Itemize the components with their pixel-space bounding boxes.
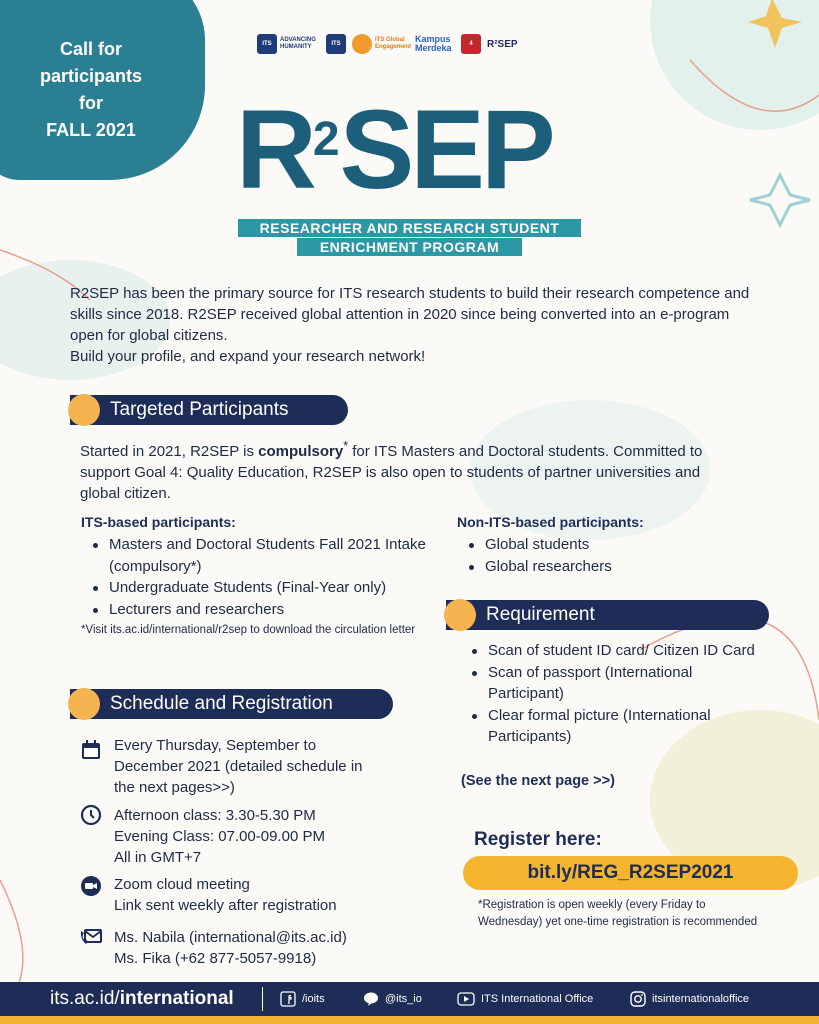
partner-logos (257, 30, 567, 58)
class-times (114, 805, 384, 868)
call-line-4: FALL 2021 (46, 120, 136, 140)
r2sep-small-logo: R²SEP (487, 38, 518, 50)
list-item: Scan of passport (International Participant) (460, 662, 760, 705)
instagram-icon (630, 991, 646, 1007)
non-its-based-heading: Non-ITS-based participants: (457, 514, 644, 530)
zoom-link-note: Link sent weekly after registration (114, 897, 337, 914)
see-next-page: (See the next page >>) (461, 773, 615, 789)
requirement-list (460, 640, 760, 748)
afternoon-class: Afternoon class: 3.30-5.30 PM (114, 807, 316, 824)
non-its-based-list (457, 534, 757, 577)
youtube-icon (457, 992, 475, 1006)
list-item: Masters and Doctoral Students Fall 2021 Intake (compulsory*) (81, 534, 431, 577)
call-line-2: participants (39, 66, 143, 86)
calendar-icon (80, 739, 102, 761)
heading-bullet-dot (68, 688, 100, 720)
registration-note: *Registration is open weekly (every Friday to Wednesday) yet one-time registration is recommended (478, 899, 758, 928)
footer-website[interactable]: its.ac.id/ international (50, 988, 234, 1009)
its-based-list (81, 534, 431, 620)
advancing-humanity-text: ADVANCING HUMANITY (280, 37, 316, 50)
program-banner-line-2: ENRICHMENT PROGRAM (297, 238, 522, 256)
call-line-1: Call for (59, 39, 122, 59)
footer-accent-strip (0, 1016, 819, 1024)
its-based-heading: ITS-based participants: (81, 514, 236, 530)
targeted-description: Started in 2021, R2SEP is compulsory* for ITS Masters and Doctoral students. Committed to support Goal 4: Quality Education, R2SEP is also open to students of partner universities and global citizen. (80, 439, 703, 502)
contact-info (114, 927, 394, 969)
list-item: Scan of student ID card/ Citizen ID Card (460, 640, 760, 662)
call-line-3: for (79, 93, 103, 113)
facebook-icon (280, 991, 296, 1007)
program-banner-line-1: RESEARCHER AND RESEARCH STUDENT (238, 219, 581, 237)
footer-instagram[interactable]: itsinternationaloffice (630, 982, 749, 1016)
call-for-participants-badge (0, 0, 205, 180)
zoom-meeting: Zoom cloud meeting (114, 876, 250, 893)
list-item: Clear formal picture (International Participants) (460, 705, 760, 748)
targeted-participants-heading: Targeted Participants (70, 395, 348, 425)
schedule-date: Every Thursday, September to December 2021 (detailed schedule in the next pages>>) (114, 737, 363, 796)
footer-youtube[interactable]: ITS International Office (457, 982, 593, 1016)
list-item: Global students (457, 534, 757, 556)
requirement-heading: Requirement (446, 600, 769, 630)
zoom-icon (80, 875, 102, 897)
r2sep-title: $R^2SEP$ (236, 87, 552, 212)
registration-link[interactable]: bit.ly/REG_R2SEP2021 (463, 856, 798, 890)
list-item: Lecturers and researchers (81, 599, 431, 621)
register-here-label: Register here: (474, 829, 602, 850)
sdg-logo: 4 (461, 34, 481, 54)
timezone: All in GMT+7 (114, 849, 202, 866)
evening-class: Evening Class: 07.00-09.00 PM (114, 828, 325, 845)
footer-line[interactable]: @its_io (363, 982, 422, 1016)
list-item: Undergraduate Students (Final-Year only) (81, 577, 431, 599)
kampus-merdeka-logo: Kampus Merdeka (415, 34, 452, 53)
clock-icon (80, 804, 102, 826)
line-chat-icon (363, 992, 379, 1006)
heading-bullet-dot (68, 394, 100, 426)
contact-fika: Ms. Fika (+62 877-5057-9918) (114, 950, 317, 967)
global-engagement-mark (352, 34, 372, 54)
its-logo-mark: ITS (257, 34, 277, 54)
list-item: Global researchers (457, 556, 757, 578)
footer-bar (0, 982, 819, 1016)
heading-bullet-dot (444, 599, 476, 631)
global-engagement-logo: ITS Global Engagement (352, 34, 409, 54)
intro-text: R2SEP has been the primary source for ITS research students to build their research competence and skills since 2018. R2SEP received global attention in 2020 since being converted into an e-program open for global citizens. (70, 285, 750, 344)
intro-paragraph (70, 283, 750, 367)
zoom-info (114, 874, 384, 916)
its-logo (257, 34, 320, 54)
its-logo-2: ITS (326, 34, 346, 54)
intro-tagline: Build your profile, and expand your research network! (70, 348, 426, 365)
schedule-registration-heading: Schedule and Registration (70, 689, 393, 719)
contact-nabila: Ms. Nabila (international@its.ac.id) (114, 929, 347, 946)
its-circulation-note: *Visit its.ac.id/international/r2sep to download the circulation letter (81, 624, 416, 636)
footer-facebook[interactable]: /ioits (280, 982, 325, 1016)
contact-mail-icon (80, 925, 102, 947)
footer-divider (262, 987, 263, 1011)
